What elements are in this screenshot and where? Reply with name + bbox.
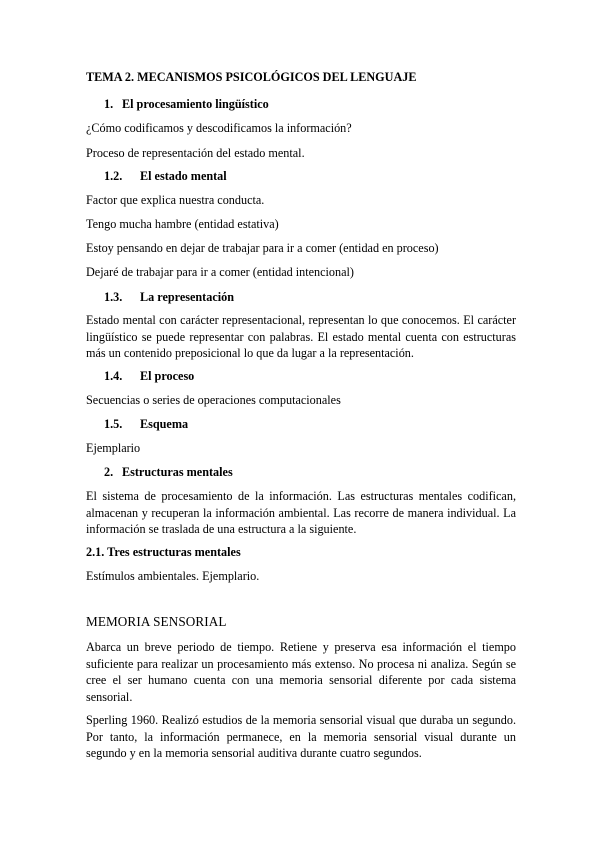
- paragraph: Proceso de representación del estado mental.: [86, 146, 305, 160]
- heading-text: Estructuras mentales: [122, 465, 233, 479]
- heading-number: 1.3.: [104, 290, 123, 304]
- paragraph: Estímulos ambientales. Ejemplario.: [86, 569, 260, 583]
- heading-number: 1.2.: [104, 169, 123, 183]
- document-title: TEMA 2. MECANISMOS PSICOLÓGICOS DEL LENGUAJE: [86, 70, 417, 84]
- paragraph: El sistema de procesamiento de la información. Las estructuras mentales codifican, almacenan y recuperan la información ambiental. Las recorre de manera individual. La información se traslada de una estructura a la siguiente.: [86, 489, 516, 537]
- subheading-2-1: 2.1. Tres estructuras mentales: [86, 545, 241, 559]
- heading-text: El proceso: [140, 369, 195, 383]
- paragraph: Estoy pensando en dejar de trabajar para ir a comer (entidad en proceso): [86, 241, 439, 255]
- paragraph: Sperling 1960. Realizó estudios de la memoria sensorial visual que duraba un segundo. Por tanto, la información permanece, en la memoria sensorial visual durante un segundo y en la memoria sensorial auditiva durante cuatro segundos.: [86, 713, 516, 761]
- heading-text: La representación: [140, 290, 234, 304]
- paragraph: Secuencias o series de operaciones computacionales: [86, 393, 341, 407]
- paragraph: ¿Cómo codificamos y descodificamos la información?: [86, 121, 352, 135]
- section-heading: MEMORIA SENSORIAL: [86, 614, 227, 629]
- paragraph: Dejaré de trabajar para ir a comer (entidad intencional): [86, 265, 354, 279]
- heading-text: Esquema: [140, 417, 189, 431]
- paragraph: Estado mental con carácter representacional, representan lo que conocemos. El carácter lingüístico se puede representar con palabras. El estado mental cuenta con estructuras más un contenido preposicional lo que da lugar a la representación.: [86, 313, 516, 361]
- heading-number: 1.5.: [104, 417, 123, 431]
- heading-number: 1.4.: [104, 369, 123, 383]
- paragraph: Abarca un breve periodo de tiempo. Retiene y preserva esa información el tiempo suficiente para realizar un procesamiento más extenso. No procesa ni analiza. Según se cree el ser humano cuenta con una memoria sensorial diferente por cada sistema sensorial.: [86, 640, 516, 704]
- heading-1-text: El procesamiento lingüístico: [122, 97, 269, 111]
- heading-text: El estado mental: [140, 169, 227, 183]
- paragraph: Factor que explica nuestra conducta.: [86, 193, 265, 207]
- paragraph: Tengo mucha hambre (entidad estativa): [86, 217, 279, 231]
- paragraph: Ejemplario: [86, 441, 141, 455]
- heading-number: 2.: [104, 465, 114, 479]
- heading-1-number: 1.: [104, 97, 114, 111]
